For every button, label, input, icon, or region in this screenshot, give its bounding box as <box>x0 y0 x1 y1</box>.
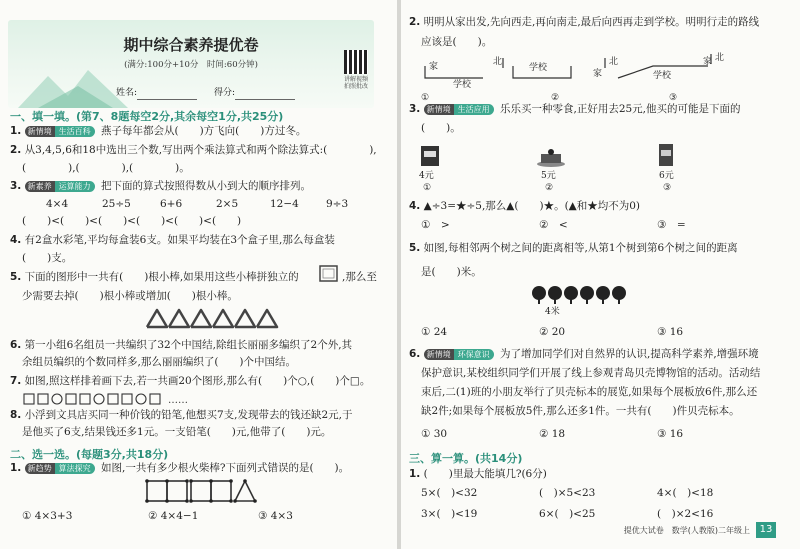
q3-expr-4: 2×5 <box>216 198 239 210</box>
shape-pattern-figure <box>22 392 222 406</box>
q3-expr-6: 9÷3 <box>326 198 349 210</box>
choose-q6-line2: 保护意识,某校组织同学们开展了线上参观青岛贝壳博物馆的活动。活动结 <box>421 367 761 379</box>
q3-expr-1: 4×4 <box>46 198 69 210</box>
page-number: 13 <box>756 522 776 538</box>
trees-row-figure <box>531 284 631 306</box>
q5-opt-3[interactable]: ③ 16 <box>657 326 684 338</box>
s1-tag: 新趋势 算法探究 <box>25 463 95 474</box>
q6-opt-3[interactable]: ③ 16 <box>657 428 684 440</box>
q6-opt-2[interactable]: ② 18 <box>539 428 566 440</box>
q2-opt-1[interactable]: ① <box>421 93 430 103</box>
square-frame-icon <box>318 264 340 284</box>
fill-q2: 2. 从3,4,5,6和18中选出三个数,写出两个乘法算式和两个除法算式:( ), <box>10 144 377 156</box>
rq6-tag: 新情境 环保意识 <box>424 349 494 360</box>
choose-q2: 2. 明明从家出发,先向西走,再向南走,最后向西再走到学校。明明行走的路线 <box>409 16 760 28</box>
choose-q5-line2: 是( )米。 <box>421 266 482 278</box>
matchstick-squares-figure <box>145 478 260 504</box>
name-field: 姓名: <box>116 87 197 100</box>
s1-option-1[interactable]: ① 4×3+3 <box>22 510 73 522</box>
fill-q5-line2: 少需要去掉( )根小棒或增加( )根小棒。 <box>22 290 238 302</box>
calc-row1-c[interactable]: 4×( )<18 <box>657 487 714 499</box>
choose-q6-line4: 缺2件;如果每个展板放5件,那么还多1件。一共有( )件贝壳标本。 <box>421 405 740 417</box>
q5-opt-2[interactable]: ② 20 <box>539 326 566 338</box>
item-2-price: 5元 <box>541 171 556 181</box>
svg-text:学校: 学校 <box>653 71 672 81</box>
choose-q5: 5. 如图,每相邻两个树之间的距离相等,从第1个树到第6个树之间的距离 <box>409 242 738 254</box>
choose-q3-line2: ( )。 <box>421 122 461 134</box>
s1-option-3[interactable]: ③ 4×3 <box>258 510 293 522</box>
q1-tag: 新情境 生活百科 <box>25 126 95 137</box>
calc-q1: 1. ( )里最大能填几?(6分) <box>409 468 547 480</box>
item-1-option[interactable]: ① <box>423 183 432 193</box>
q6-opt-1[interactable]: ① 30 <box>421 428 448 440</box>
drink-cup-icon <box>657 142 675 168</box>
cake-icon <box>536 146 566 168</box>
section-3-heading: 三、算一算。(共14分) <box>409 452 523 465</box>
exam-header <box>8 20 374 108</box>
fill-q4: 4. 有2盒水彩笔,平均每盒装6支。如果平均装在3个盒子里,那么每盒装 <box>10 234 335 246</box>
right-page <box>401 0 800 549</box>
calc-row2-a[interactable]: 3×( )<19 <box>421 508 478 520</box>
svg-text:学校: 学校 <box>529 63 548 73</box>
calc-row2-c[interactable]: ( )×2<16 <box>657 508 714 520</box>
svg-text:家: 家 <box>703 57 713 67</box>
section-2-heading: 二、选一选。(每题3分,共18分) <box>10 448 169 461</box>
choose-q1: 1. 新趋势 算法探究 如图,一共有多少根火柴棒?下面列式错误的是( )。 <box>10 462 350 474</box>
q3-expr-2: 25÷5 <box>102 198 131 210</box>
snack-bag-icon <box>419 142 441 168</box>
fill-q8-line2: 是他买了6支,结果钱还多1元。一支铅笔( )元,他带了( )元。 <box>22 426 332 438</box>
choose-q4: 4. ▲÷3=★÷5,那么▲( )★。(▲和★均不为0) <box>409 200 641 212</box>
svg-text:……: …… <box>168 395 188 406</box>
tree-distance-label: 4米 <box>545 307 560 317</box>
q3-order-blanks: ( )<( )<( )<( )<( )<( ) <box>22 215 242 227</box>
route-options-figure <box>413 53 783 90</box>
fill-q5-tail: ,那么至 <box>342 271 377 283</box>
matchstick-triangles-figure <box>145 307 285 329</box>
score-field: 得分: <box>214 87 295 100</box>
choose-q2-line2: 应该是( )。 <box>421 36 493 48</box>
fill-q7: 7. 如图,照这样排着画下去,若一共画20个图形,那么有( )个○,( )个□。 <box>10 375 371 387</box>
calc-row2-b[interactable]: 6×( )<25 <box>539 508 596 520</box>
svg-text:北: 北 <box>609 57 619 67</box>
q4-opt-3[interactable]: ③ = <box>657 219 686 231</box>
q3-tag: 新素养 运算能力 <box>25 181 95 192</box>
q2-opt-3[interactable]: ③ <box>669 93 678 103</box>
svg-text:学校: 学校 <box>453 80 472 90</box>
q4-opt-2[interactable]: ② < <box>539 219 568 231</box>
fill-q8: 8. 小浮到文具店买同一种价钱的铅笔,他想买7支,发现带去的钱还缺2元,于 <box>10 409 353 421</box>
fill-q4-line2: ( )支。 <box>22 252 73 264</box>
choose-q6: 6. 新情境 环保意识 为了增加同学们对自然界的认识,提高科学素养,增强环境 <box>409 348 759 360</box>
q2-opt-2[interactable]: ② <box>551 93 560 103</box>
choose-q6-line3: 束后,二(1)班的小朋友举行了贝壳标本的展览,如果每个展板放6件,那么还 <box>421 386 758 398</box>
section-1-heading: 一、填一填。(第7、8题每空2分,其余每空1分,共25分) <box>10 110 284 123</box>
fill-q2-line2: ( ),( ),( )。 <box>22 162 190 174</box>
fill-q6: 6. 第一小组6名组员一共编织了32个中国结,除组长丽丽多编织了2个外,其 <box>10 339 353 351</box>
q3-expr-5: 12−4 <box>270 198 299 210</box>
item-3-option[interactable]: ③ <box>663 183 672 193</box>
svg-text:家: 家 <box>593 69 603 79</box>
item-3-price: 6元 <box>659 171 674 181</box>
fill-q6-line2: 余组员编织的个数同样多,那么丽丽编织了( )个中国结。 <box>22 356 297 368</box>
item-1-price: 4元 <box>419 171 434 181</box>
fill-q5: 5. 下面的图形中一共有( )根小棒,如果用这些小棒拼独立的 <box>10 271 299 283</box>
exam-subtitle: (满分:100分+10分 时间:60分钟) <box>124 60 258 70</box>
calc-row1-b[interactable]: ( )×5<23 <box>539 487 596 499</box>
svg-text:家: 家 <box>429 62 439 72</box>
qr-code-icon[interactable] <box>344 50 368 74</box>
q4-opt-1[interactable]: ① > <box>421 219 450 231</box>
choose-q3: 3. 新情境 生活应用 乐乐买一种零食,正好用去25元,他买的可能是下面的 <box>409 103 741 115</box>
exam-title: 期中综合素养提优卷 <box>123 36 259 54</box>
q3-expr-3: 6+6 <box>160 198 183 210</box>
calc-row1-a[interactable]: 5×( )<32 <box>421 487 478 499</box>
fill-q1: 1. 新情境 生活百科 燕子每年都会从( )方飞向( )方过冬。 <box>10 125 307 137</box>
rq3-tag: 新情境 生活应用 <box>424 104 494 115</box>
svg-text:北: 北 <box>715 53 725 63</box>
q5-opt-1[interactable]: ① 24 <box>421 326 448 338</box>
left-page <box>0 0 397 549</box>
item-2-option[interactable]: ② <box>545 183 554 193</box>
svg-text:北: 北 <box>493 57 503 67</box>
fill-q3: 3. 新素养 运算能力 把下面的算式按照得数从小到大的顺序排列。 <box>10 180 311 192</box>
qr-caption: 讲解视频 拍照批改 <box>343 76 368 90</box>
page-footer: 提优大试卷 数学(人教版)二年级上 <box>623 526 750 535</box>
s1-option-2[interactable]: ② 4×4−1 <box>148 510 199 522</box>
